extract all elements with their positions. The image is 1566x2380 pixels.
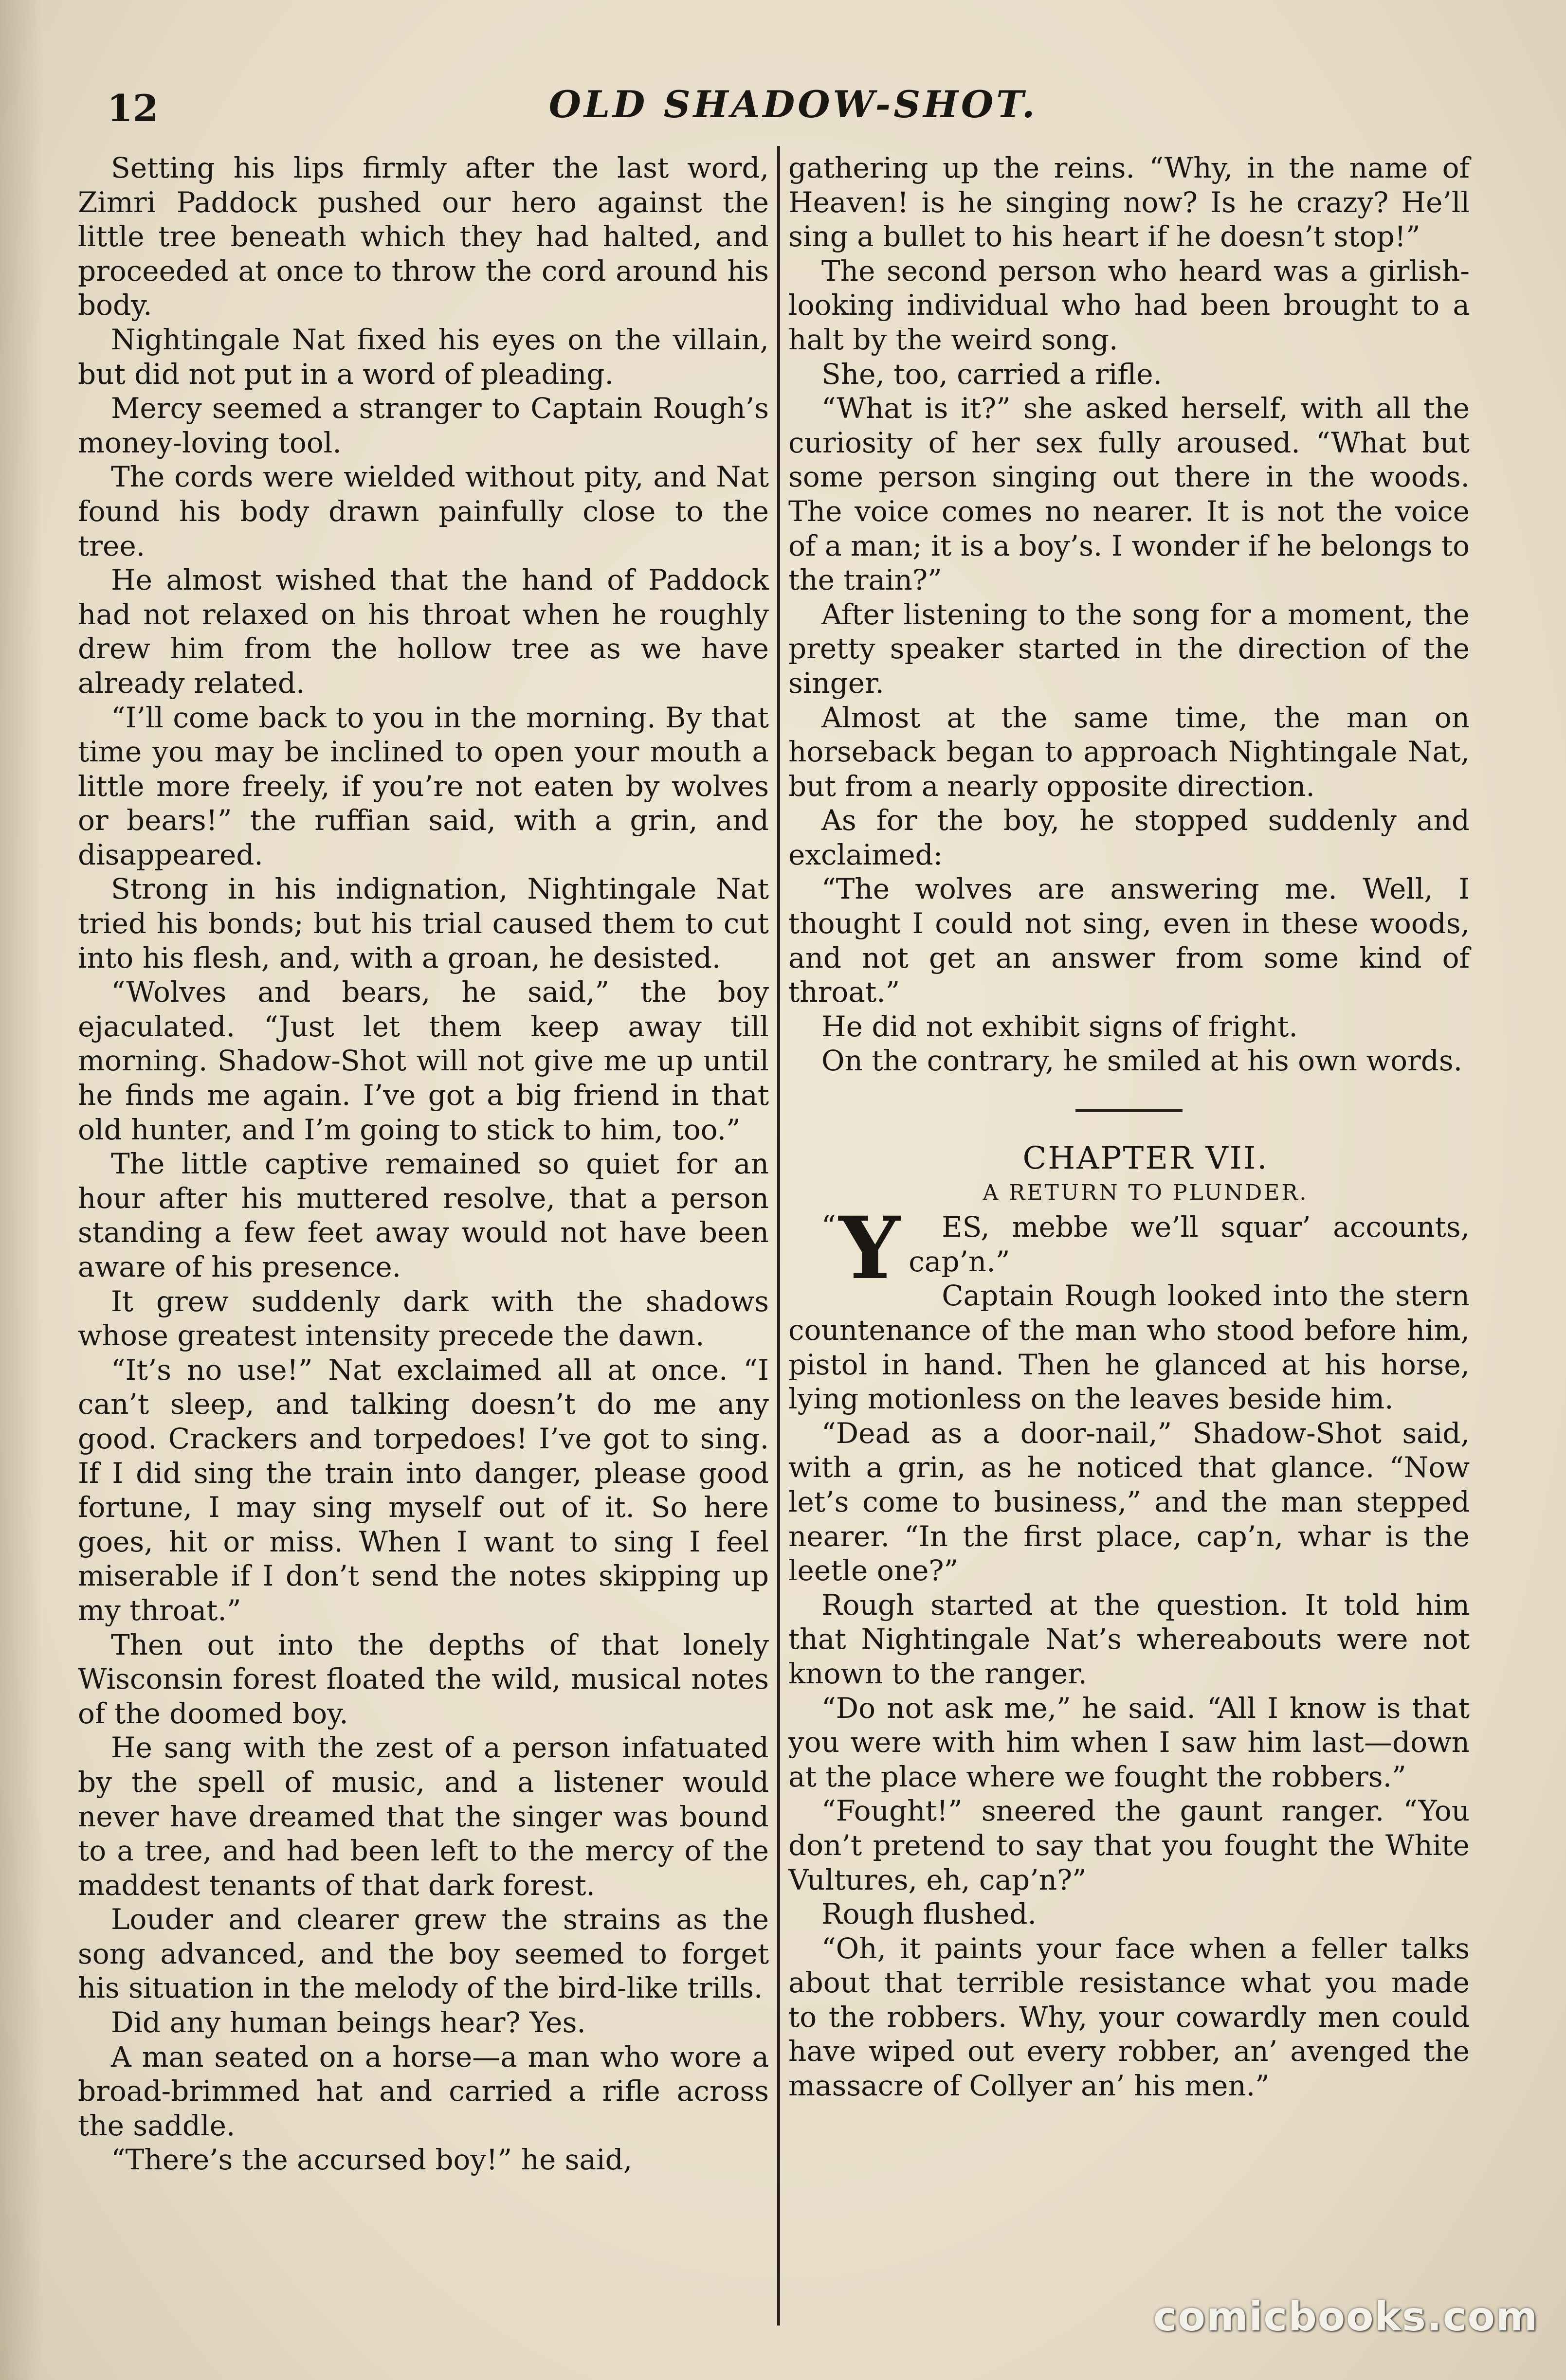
paragraph-continued: gathering up the reins. “Why, in the name of Heaven! is he singing now? Is he crazy? He’ll sing a bullet to his heart if he doesn’t stop!”	[788, 151, 1470, 253]
paragraph: On the contrary, he smiled at his own words.	[821, 1044, 1463, 1078]
column-divider-rule	[777, 146, 780, 2326]
paragraph: The second person who heard was a girlish-looking individual who had been brought to a halt by the weird song.	[788, 254, 1470, 356]
site-watermark: comicbooks.com	[1153, 2294, 1539, 2340]
paragraph: Rough flushed.	[821, 1897, 1037, 1931]
spine-shadow	[0, 0, 44, 2380]
chapter-title: CHAPTER VII.	[1022, 1140, 1269, 1177]
page-number: 12	[107, 87, 159, 130]
paragraph: The little captive remained so quiet for an hour after his muttered resolve, that a person standing a few feet away would not have been aware of his presence.	[78, 1147, 769, 1283]
paragraph: Captain Rough looked into the stern countenance of the man who stood before him, pistol in hand. Then he glanced at his horse, lying motionless on the leaves beside him.	[788, 1279, 1470, 1416]
paragraph: “I’ll come back to you in the morning. By that time you may be inclined to open your mouth a little more freely, if you’re not eaten by wolves or bears!” the ruffian said, with a grin, and disappeared.	[78, 701, 769, 871]
paragraph: “It’s no use!” Nat exclaimed all at once. “I can’t sleep, and talking doesn’t do me any good. Crackers and torpedoes! I’ve got to sing. If I did sing the train into danger, please good fortune, I may sing myself out of it. So here goes, hit or miss. When I want to sing I feel miserable if I don’t send the notes skipping up my throat.”	[78, 1353, 769, 1627]
paragraph: “Dead as a door-nail,” Shadow-Shot said, with a grin, as he noticed that glance. “Now let’s come to business,” and the man stepped nearer. “In the first place, cap’n, whar is the leetle one?”	[788, 1416, 1470, 1587]
paragraph: Did any human beings hear? Yes.	[111, 2006, 586, 2039]
paragraph: A man seated on a horse—a man who wore a broad-brimmed hat and carried a rifle across the saddle.	[78, 2040, 769, 2142]
paragraph: Setting his lips firmly after the last word, Zimri Paddock pushed our hero against the little tree beneath which they had halted, and proceeded at once to throw the cord around his body.	[78, 151, 769, 322]
paragraph: As for the boy, he stopped suddenly and exclaimed:	[788, 804, 1470, 871]
dropcap-letter: Y	[838, 1198, 900, 1299]
right-column	[788, 151, 1470, 2103]
running-title: OLD SHADOW-SHOT.	[548, 83, 1038, 126]
paragraph: Louder and clearer grew the strains as the song advanced, and the boy seemed to forget his situation in the melody of the bird-like trills.	[78, 1903, 769, 2005]
left-column	[78, 151, 769, 2177]
page-header	[107, 83, 1479, 136]
paragraph: He did not exhibit signs of fright.	[821, 1010, 1298, 1043]
paragraph: Then out into the depths of that lonely Wisconsin forest floated the wild, musical notes of the doomed boy.	[78, 1628, 769, 1730]
paragraph: It grew suddenly dark with the shadows whose greatest intensity precede the dawn.	[78, 1284, 769, 1352]
opening-text: ES, mebbe we’ll squar’ accounts, cap’n.”	[909, 1210, 1470, 1278]
paragraph: “Fought!” sneered the gaunt ranger. “You don’t pretend to say that you fought the White Vultures, eh, cap’n?”	[788, 1794, 1470, 1896]
paragraph: After listening to the song for a moment, the pretty speaker started in the direction of the singer.	[788, 597, 1470, 700]
paragraph: He almost wished that the hand of Paddock had not relaxed on his throat when he roughly drew him from the hollow tree as we have already related.	[78, 563, 769, 700]
paragraph: Nightingale Nat fixed his eyes on the villain, but did not put in a word of pleading.	[78, 323, 769, 391]
paragraph: She, too, carried a rifle.	[821, 357, 1162, 391]
section-divider	[1075, 1109, 1183, 1112]
chapter-subtitle: A RETURN TO PLUNDER.	[983, 1180, 1309, 1205]
paragraph: Almost at the same time, the man on horseback began to approach Nightingale Nat, but from a nearly opposite direction.	[788, 701, 1470, 803]
paragraph: Strong in his indignation, Nightingale Nat tried his bonds; but his trial caused them to cut into his flesh, and, with a groan, he desisted.	[78, 872, 769, 974]
paragraph: “There’s the accursed boy!” he said,	[111, 2143, 633, 2177]
paragraph: “Oh, it paints your face when a feller talks about that terrible resistance what you made to the robbers. Why, your cowardly men could have wiped out every robber, an’ avenged the massacre of Collyer an’ his men.”	[788, 1931, 1470, 2103]
paragraph: “Do not ask me,” he said. “All I know is that you were with him when I saw him last—down at the place where we fought the robbers.”	[788, 1691, 1470, 1793]
paragraph: “The wolves are answering me. Well, I thought I could not sing, even in these woods, and not get an answer from some kind of throat.”	[788, 872, 1470, 1009]
paragraph: Rough started at the question. It told him that Nightingale Nat’s whereabouts were not known to the ranger.	[788, 1588, 1470, 1690]
paragraph: The cords were wielded without pity, and Nat found his body drawn painfully close to the tree.	[78, 460, 769, 562]
dropcap-quote: “	[821, 1209, 836, 1243]
paragraph: He sang with the zest of a person infatuated by the spell of music, and a listener would never have dreamed that the singer was bound to a tree, and had been left to the mercy of the maddest tenants of that dark forest.	[78, 1731, 769, 1902]
dropcap-block	[788, 1198, 900, 1299]
paragraph: “Wolves and bears, he said,” the boy ejaculated. “Just let them keep away till morning. Shadow-Shot will not give me up until he finds me again. I’ve got a big friend in that old hunter, and I’m going to stick to him, too.”	[78, 975, 769, 1146]
paragraph: Mercy seemed a stranger to Captain Rough’s money-loving tool.	[78, 392, 769, 459]
paragraph: “What is it?” she asked herself, with all the curiosity of her sex fully aroused. “What but some person singing out there in the woods. The voice comes no nearer. It is not the voice of a man; it is a boy’s. I wonder if he belongs to the train?”	[788, 392, 1470, 597]
chapter-opening-paragraph	[788, 1198, 1470, 1299]
